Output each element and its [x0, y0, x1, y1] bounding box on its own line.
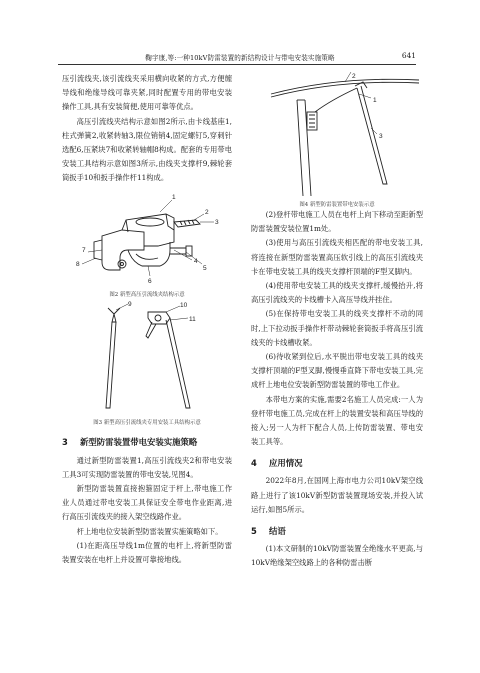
body-paragraph: (1)本文研制的10kV防雷装置全绝缘水平更高,与10kV绝缘架空线路上的各种防雷击断 — [251, 544, 423, 568]
clamp-structure-drawing — [62, 192, 232, 286]
body-paragraph: (1)在距高压导线1m位置的电杆上,将新型防雷装置安装在电杆上并设置可靠接地线。 — [62, 540, 232, 565]
body-paragraph: 高压引流线夹结构示意如图2所示,由卡线基座1,柱式弹簧2,收紧转轴3,限位销销4,固定螺钉5,穿刺针选配6,压紧块7和收紧转轴帽8构成。配套的专用带电安装工具结构示意如图3所示,由线夹支撑杆9,棘轮套筒扳手10和扳手操作杆11构成。 — [62, 116, 232, 183]
callout-label: 1 — [373, 97, 377, 104]
body-paragraph: 本带电方案的实施,需要2名施工人员完成:一人为登杆带电施工员,完成在杆上的装置安装和高压导线的接入;另一人为杆下配合人员,上传防雷装置、带电安装工具等。 — [251, 394, 423, 447]
body-paragraph: 新型防雷装置直接抱箍固定于杆上,带电施工作业人员通过带电安装工具保证安全带电作业距离,进行高压引流线夹的接入架空线路作业。 — [62, 484, 232, 522]
section-title: 应用情况 — [269, 458, 303, 469]
running-header-title: 鞠宇康,等:一种10kV防雷装置的新结构设计与带电安装实施策略 — [145, 54, 335, 62]
callout-label: 3 — [215, 218, 219, 226]
figure-3-caption: 图3 新型高压引流线夹专用安装工具结构示意 — [93, 419, 201, 426]
header-divider — [58, 64, 416, 65]
callout-label: 3 — [379, 133, 383, 140]
figure-2 — [62, 192, 232, 296]
body-paragraph: 压引流线夹,该引流线夹采用横向收紧的方式,方便缠导线和绝缘导线可靠夹紧,同时配置专用的带电安装操作工具,具有安装简便,使用可靠等优点。 — [62, 74, 232, 112]
section-5-heading — [251, 525, 423, 537]
callout-label: 9 — [128, 300, 132, 308]
callout-label: 8 — [76, 260, 80, 268]
section-title: 结语 — [269, 526, 286, 537]
live-install-drawing — [251, 72, 423, 196]
body-paragraph: (2)登杆带电施工人员在电杆上向下移动至距新型防雷装置安装位置1m处。 — [251, 210, 423, 234]
page-number: 641 — [401, 51, 416, 60]
left-column — [62, 72, 232, 567]
callout-label: 6 — [148, 277, 152, 285]
figure-3 — [62, 300, 232, 426]
figure-4-caption: 图4 新型防雷装置带电安装示意 — [299, 202, 375, 208]
right-column — [251, 72, 423, 570]
callout-label: 5 — [203, 264, 207, 272]
callout-label: 11 — [189, 315, 196, 323]
callout-label: 2 — [352, 73, 356, 80]
body-paragraph: 杆上地电位安装新型防雷装置实施策略如下。 — [76, 526, 223, 536]
section-4-heading — [251, 457, 423, 469]
body-paragraph: (4)使用带电安装工具的线夹支撑杆,缓慢抬升,将高压引流线夹的卡线槽卡入高压导线并挂住。 — [251, 281, 423, 305]
section-number: 5 — [251, 526, 257, 537]
callout-label: 7 — [82, 246, 86, 254]
install-tool-drawing — [62, 300, 232, 414]
callout-label: 4 — [194, 257, 198, 265]
callout-label: 2 — [205, 208, 209, 216]
section-title: 新型防雷装置带电安装实施策略 — [80, 436, 198, 447]
figure-4 — [251, 72, 423, 208]
body-paragraph: 通过新型防雷装置1,高压引流线夹2和带电安装工具3可实现防雷装置的带电安装,见图4。 — [62, 455, 232, 479]
body-paragraph: (3)使用与高压引流线夹相匹配的带电安装工具,将连接在新型防雷装置高压软引线上的高压引流线夹卡在带电安装工具的线夹支撑杆顶端的F型叉脚内。 — [251, 238, 423, 276]
callout-label: 1 — [172, 193, 176, 201]
body-paragraph: (6)待收紧到位后,水平脱出带电安装工具的线夹支撑杆顶端的F型叉脚,慢慢垂直降下带电安装工具,完成杆上地电位安装新型防雷装置的带电工作业。 — [251, 352, 423, 390]
body-paragraph: 2022年8月,在国网上海市电力公司10kV架空线路上进行了该10kV新型防雷装置现场安装,并投入试运行,如图5所示。 — [251, 476, 423, 514]
callout-label: 10 — [180, 301, 188, 309]
section-3-heading — [62, 436, 232, 448]
section-number: 3 — [62, 436, 68, 447]
section-number: 4 — [251, 458, 257, 469]
figure-2-caption: 图2 新型高压引流线夹结构示意 — [109, 291, 185, 298]
body-paragraph: (5)在保持带电安装工具的线夹支撑杆不动的同时,上下拉动扳手操作杆带动棘轮套筒扳手将高压引流线夹的卡线槽收紧。 — [251, 309, 423, 347]
